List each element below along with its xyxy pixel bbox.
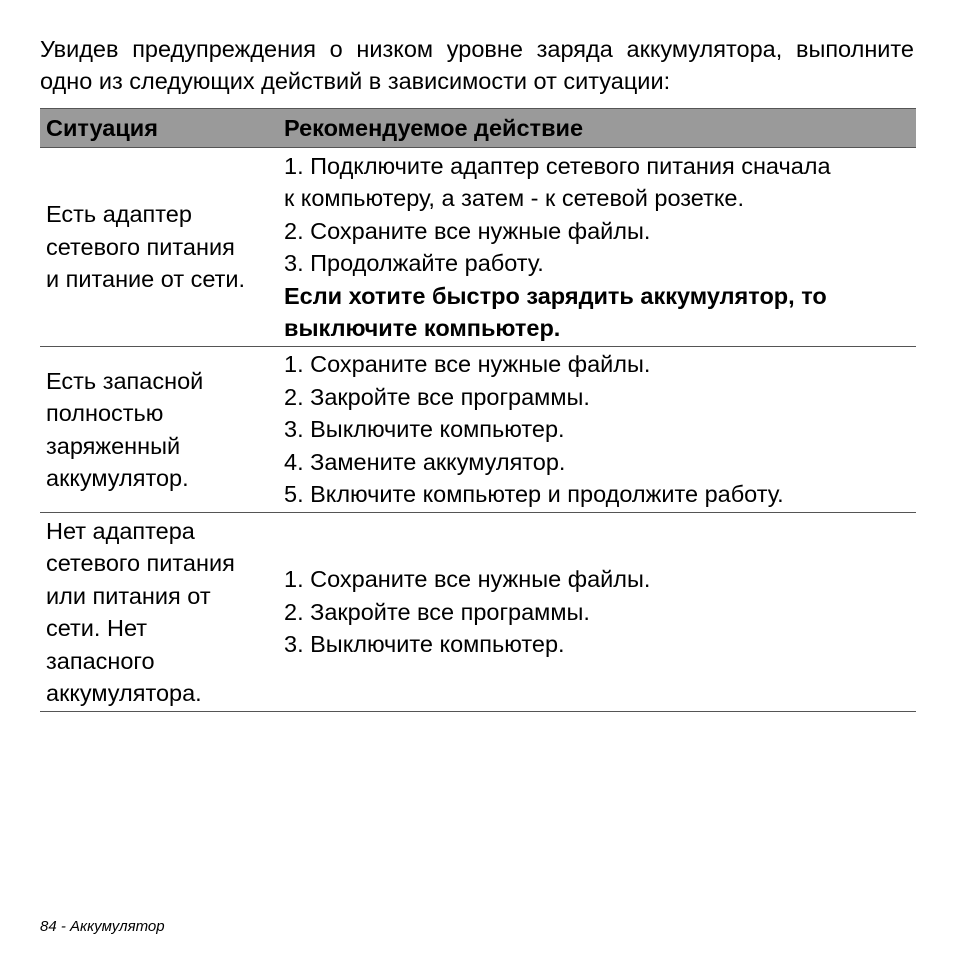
- situation-cell: [40, 513, 280, 712]
- action-step: 3. Выключите компьютер.: [284, 631, 565, 658]
- intro-line-1: Увидев предупреждения о низком уровне заряда аккумулятора,: [40, 36, 783, 62]
- action-step: 2. Сохраните все нужные файлы.: [284, 217, 651, 244]
- page-footer: 84 - Аккумулятор: [40, 918, 165, 935]
- situation-line: сетевого питания: [46, 550, 235, 576]
- situation-line: Есть запасной: [46, 367, 204, 394]
- action-step: к компьютеру, а затем - к сетевой розетке.: [284, 185, 744, 211]
- situation-line: или питания от: [46, 582, 211, 609]
- action-note: Если хотите быстро зарядить аккумулятор, то выключите компьютер.: [284, 282, 827, 341]
- situation-line: сетевого питания: [46, 233, 235, 260]
- action-cell: [280, 148, 916, 347]
- situation-line: полностью: [46, 400, 164, 426]
- action-step: 4. Замените аккумулятор.: [284, 448, 566, 475]
- situation-cell: [40, 347, 280, 513]
- table-row: [40, 513, 916, 712]
- situation-line: и питание от сети.: [46, 266, 246, 293]
- intro-paragraph: [40, 33, 914, 97]
- situation-line: заряженный: [46, 432, 181, 459]
- table-header-row: [40, 109, 916, 148]
- action-step: 2. Закройте все программы.: [284, 383, 590, 410]
- header-situation: Ситуация: [40, 109, 280, 148]
- table-row: [40, 148, 916, 347]
- situation-line: Нет адаптера: [46, 517, 195, 544]
- situation-line: запасного: [46, 647, 155, 674]
- action-step: 2. Закройте все программы.: [284, 598, 590, 625]
- action-step: 5. Включите компьютер и продолжите работу.: [284, 481, 784, 508]
- situation-cell: [40, 148, 280, 347]
- situation-line: аккумулятора.: [46, 680, 202, 706]
- situation-line: Есть адаптер: [46, 201, 192, 228]
- action-step: 1. Сохраните все нужные файлы.: [284, 566, 651, 593]
- battery-actions-table: [40, 108, 916, 712]
- intro-line-2: выполните одно из следующих действий в зависимости от ситуации:: [40, 36, 914, 94]
- action-step: 3. Выключите компьютер.: [284, 416, 565, 443]
- header-recommended-action: Рекомендуемое действие: [280, 109, 916, 148]
- action-step: 3. Продолжайте работу.: [284, 250, 544, 276]
- situation-line: аккумулятор.: [46, 465, 189, 491]
- action-cell: [280, 347, 916, 513]
- action-step: 1. Сохраните все нужные файлы.: [284, 351, 651, 378]
- action-step: 1. Подключите адаптер сетевого питания сначала: [284, 152, 831, 179]
- action-cell: [280, 513, 916, 712]
- table-row: [40, 347, 916, 513]
- situation-line: сети. Нет: [46, 615, 148, 641]
